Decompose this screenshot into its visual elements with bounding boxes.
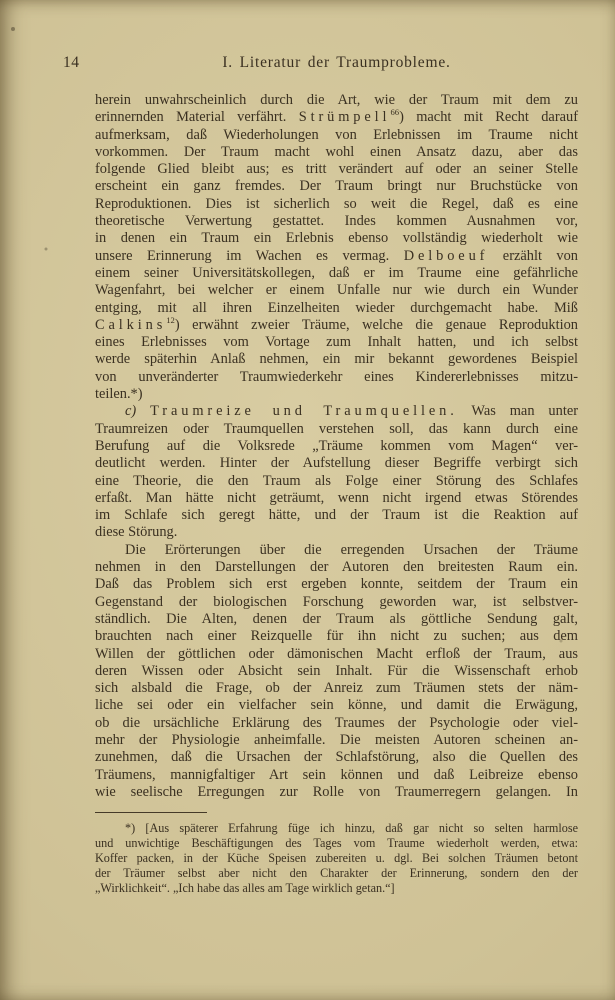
text-segment: ) macht mit Recht darauf (399, 109, 578, 126)
text-line (95, 369, 578, 386)
paragraph (95, 92, 578, 403)
text-line (95, 178, 578, 195)
footnote (95, 812, 578, 896)
text-segment: erzählt von (488, 247, 578, 264)
text-segment: in denen ein Traum ein Erlebnis ebenso vollständig wiederholt wie (95, 230, 578, 247)
text-line (95, 421, 578, 438)
text-line (95, 490, 578, 507)
text-segment: Berufung auf die Volksrede „Träume kommen vom Magen“ ver- (95, 437, 578, 454)
text-segment: entging, mit all ihren Einzelheiten wieder durchgemacht habe. Miß (95, 299, 578, 316)
footnote-text (95, 821, 578, 896)
text-line (95, 161, 578, 178)
text-line (95, 455, 578, 472)
citation-superscript: 12 (166, 315, 175, 326)
text-segment: liche sei oder ein vielfacher sein könne, und damit die Erwägung, (95, 697, 578, 714)
text-segment: diese Störung. (95, 524, 178, 541)
emphasized-text: Traumreize und Traumquellen. (150, 403, 458, 420)
page-header (63, 54, 578, 72)
paper-speck (0, 0, 2, 2)
page-body (95, 92, 578, 801)
text-segment: eine Theorie, die den Traum als Folge einer Störung des Schlafes (95, 472, 578, 489)
text-segment: brauchten nach einer Reizquelle für ihn nicht zu suchen; aus dem (95, 628, 578, 645)
text-line (95, 559, 578, 576)
text-line (95, 663, 578, 680)
text-line (95, 507, 578, 524)
text-line (95, 836, 578, 851)
running-title: I. Literatur der Traumprobleme. (222, 54, 451, 71)
text-segment: ob die ursächliche Erklärung des Traumes der Psychologie oder viel- (95, 714, 578, 731)
text-line (95, 351, 578, 368)
paragraph (95, 403, 578, 541)
text-segment: deren Wissen oder Absicht sein Inhalt. Für die Wissenschaft erhob (95, 662, 578, 679)
text-segment: der Träumer selbst aber nicht den Charakter der Erinnerung, sondern den der (95, 865, 578, 880)
text-line (95, 230, 578, 247)
emphasized-text: Strümpell (298, 109, 391, 126)
text-segment: erinnernden Material verfährt. (95, 109, 299, 126)
text-segment: erfaßt. Man hätte nicht geträumt, wenn nicht irgend etwas Störendes (95, 489, 578, 506)
text-line (95, 628, 578, 645)
text-line (95, 248, 578, 265)
text-line (95, 403, 578, 420)
text-line (95, 213, 578, 230)
text-segment: wie seelische Erregungen zur Rolle von Traumerregern gelangen. In (95, 783, 578, 800)
text-line (95, 749, 578, 766)
text-line (95, 282, 578, 299)
text-line (95, 524, 578, 541)
text-segment: folgende Glied bleibt aus; es tritt verändert auf oder an seiner Stelle (95, 161, 578, 178)
citation-superscript: 66 (390, 107, 400, 118)
page-number: 14 (63, 54, 80, 71)
text-segment: erscheint ein ganz fremdes. Der Traum bringt nur Bruchstücke von (95, 178, 578, 195)
text-line (95, 334, 578, 351)
text-line (95, 767, 578, 784)
text-segment: teilen.*) (95, 386, 143, 403)
text-segment: eines Erlebnisses vom Vortage zum Inhalt hatten, und ich selbst (95, 334, 578, 351)
text-line (95, 732, 578, 749)
text-segment: herein unwahrscheinlich durch die Art, wie der Traum mit dem zu (95, 92, 578, 108)
text-segment: mehr der Physiologie anheimfalle. Die meisten Autoren scheinen an- (95, 731, 578, 748)
text-segment: *) [Aus späterer Erfahrung füge ich hinzu, daß gar nicht so selten harmlose (125, 821, 578, 835)
text-segment: und unwichtige Beschäftigungen des Tages vom Traume wiederholt werden, etwa: (95, 835, 578, 850)
footnote-rule (95, 812, 207, 813)
text-line (95, 542, 578, 559)
text-segment: zunehmen, daß die Ursachen der Schlafstörung, also die Quellen des (95, 749, 578, 766)
text-segment: sich alsbald die Frage, ob der Anreiz zum Träumen stets der näm- (95, 680, 578, 697)
text-line (95, 127, 578, 144)
text-line (95, 265, 578, 282)
text-line (95, 611, 578, 628)
text-line (95, 196, 578, 213)
text-segment: deutlicht werden. Hinter der Aufstellung dieser Begriffe verbirgt sich (95, 455, 578, 472)
text-line (95, 438, 578, 455)
text-segment: ) erwähnt zweier Träume, welche die genaue Reproduktion (174, 316, 578, 333)
text-line (95, 715, 578, 732)
text-line (95, 784, 578, 801)
text-segment: Gegenstand der biologischen Forschung geworden war, ist selbstver- (95, 593, 578, 610)
text-segment: aufmerksam, daß Wiederholungen von Erlebnissen im Traume nicht (95, 126, 578, 143)
text-segment: unsere Erinnerung im Wachen es vermag. (95, 247, 404, 264)
text-segment: nehmen in den Darstellungen der Autoren den breitesten Raum ein. (95, 559, 578, 576)
text-line (95, 473, 578, 490)
text-segment: Was man unter (457, 403, 578, 420)
text-line (95, 317, 578, 334)
text-line (95, 881, 578, 896)
text-line (95, 821, 578, 836)
text-line (95, 646, 578, 663)
emphasized-text: Calkins (95, 316, 167, 333)
text-line (95, 144, 578, 161)
text-segment: Traumreizen oder Traumquellen verstehen soll, das kann durch eine (95, 420, 578, 437)
text-segment: von unveränderter Traumwiederkehr eines Kindererlebnisses mitzu- (95, 368, 578, 385)
text-segment: Reproduktionen. Dies ist sicherlich so weit die Regel, daß es eine (95, 195, 578, 212)
text-segment: Wagenfahrt, bei welcher er einem Unfalle nur wie durch ein Wunder (95, 282, 578, 299)
text-line (95, 851, 578, 866)
text-line (95, 109, 578, 126)
text-segment: theoretische Verwertung gestattet. Indes kommen Ausnahmen vor, (95, 213, 578, 230)
text-line (95, 576, 578, 593)
text-segment: vorkommen. Der Traum macht wohl einen Ansatz dazu, aber das (95, 143, 578, 160)
text-segment: „Wirklichkeit“. „Ich habe das alles am Tage wirklich getan.“] (95, 880, 395, 895)
emphasized-text: c) (125, 403, 137, 420)
text-line (95, 594, 578, 611)
text-line (95, 680, 578, 697)
text-line (95, 386, 578, 403)
text-line (95, 697, 578, 714)
emphasized-text: Delboeuf (403, 247, 489, 264)
text-segment: Daß das Problem sich erst ergeben konnte, seitdem der Traum ein (95, 576, 578, 593)
text-line (95, 866, 578, 881)
text-segment: Willen der göttlichen oder dämonischen Macht erfloß der Traum, aus (95, 645, 578, 662)
text-segment: ständlich. Die Alten, denen der Traum als göttliche Sendung galt, (95, 610, 578, 627)
text-segment: werde späterhin Anlaß nehmen, ein mir bekannt gewordenes Beispiel (95, 351, 578, 368)
paragraph (95, 542, 578, 801)
text-segment: Die Erörterungen über die erregenden Ursachen der Träume (125, 541, 578, 558)
text-segment (136, 403, 150, 419)
text-segment: Träumens, mannigfaltiger Art sein können und daß Leibreize ebenso (95, 766, 578, 783)
text-segment: Koffer packen, in der Küche Speisen zubereiten u. dgl. Bei solchen Träumen betont (95, 850, 578, 865)
text-segment: im Schlafe sich geregt hätte, und der Traum ist die Reaktion auf (95, 507, 578, 524)
text-line (95, 92, 578, 109)
text-segment: einem seiner Universitätskollegen, daß er im Traume eine gefährliche (95, 264, 578, 281)
